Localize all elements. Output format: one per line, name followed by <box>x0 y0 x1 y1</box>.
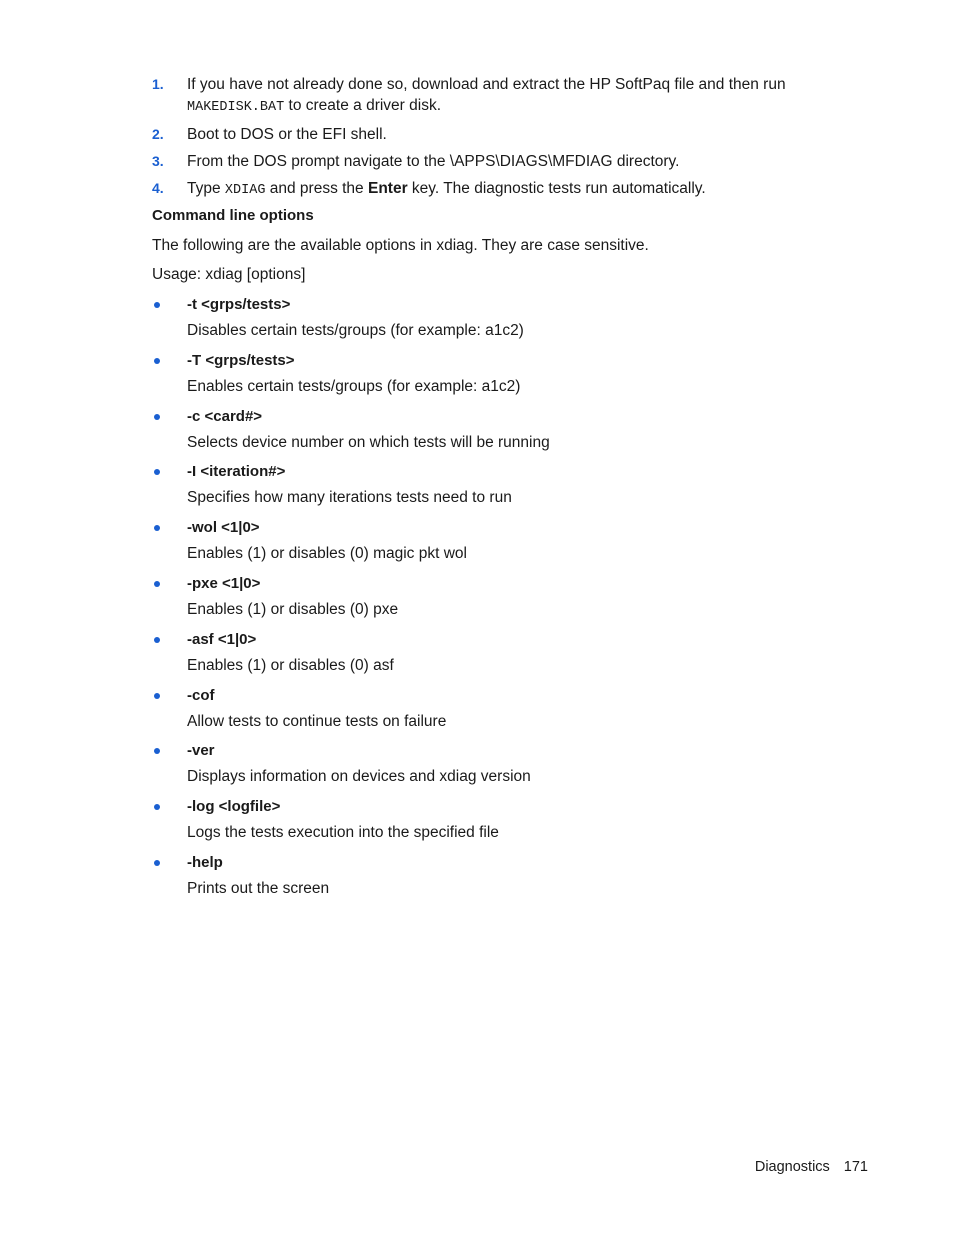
option-description: Enables (1) or disables (0) asf <box>187 656 394 674</box>
step-text: If you have not already done so, download and extract the HP SoftPaq file and then run <box>187 76 786 93</box>
option-description: Prints out the screen <box>187 879 330 897</box>
step-text: key. The diagnostic tests run automatically. <box>407 180 706 197</box>
procedure-steps <box>152 74 832 207</box>
step-number: 4. <box>152 180 164 196</box>
footer-section-title: Diagnostics <box>754 1159 830 1175</box>
options-list <box>152 294 832 908</box>
option-description: Allow tests to continue tests on failure <box>187 712 447 730</box>
bullet-icon <box>154 525 160 531</box>
step-code: XDIAG <box>224 183 266 198</box>
option-description: Enables certain tests/groups (for example: a1c2) <box>187 377 521 395</box>
page-footer <box>755 1157 868 1177</box>
step-4 <box>152 178 832 201</box>
step-text: Boot to DOS or the EFI shell. <box>187 126 387 143</box>
step-text: to create a driver disk. <box>284 97 442 114</box>
page-number: 171 <box>843 1159 868 1175</box>
option-name: -wol <1|0> <box>187 519 260 537</box>
option-name: -asf <1|0> <box>187 630 257 648</box>
option-name: -T <grps/tests> <box>187 351 295 369</box>
option-item <box>152 740 832 796</box>
option-name: -c <card#> <box>187 407 263 425</box>
step-text: Type <box>187 180 225 197</box>
bullet-icon <box>154 414 160 420</box>
bullet-icon <box>154 637 160 643</box>
option-item <box>152 573 832 629</box>
step-number: 1. <box>152 76 164 92</box>
option-description: Enables (1) or disables (0) magic pkt wol <box>187 545 467 563</box>
option-item <box>152 517 832 573</box>
step-text: and press the <box>265 180 368 197</box>
option-name: -pxe <1|0> <box>187 574 261 592</box>
bullet-icon <box>154 302 160 308</box>
section-heading: Command line options <box>152 207 314 224</box>
step-code: MAKEDISK.BAT <box>187 100 285 115</box>
option-name: -help <box>187 853 223 871</box>
option-description: Displays information on devices and xdiag version <box>187 768 531 786</box>
bullet-icon <box>154 748 160 754</box>
option-item <box>152 852 832 908</box>
intro-paragraph: The following are the available options in xdiag. They are case sensitive. <box>152 237 649 254</box>
option-item <box>152 350 832 406</box>
option-description: Disables certain tests/groups (for example: a1c2) <box>187 322 524 339</box>
option-item <box>152 406 832 462</box>
step-3 <box>152 151 832 172</box>
option-description: Logs the tests execution into the specified file <box>187 824 499 842</box>
step-text: From the DOS prompt navigate to the \APPS\DIAGS\MFDIAG directory. <box>187 153 680 170</box>
option-item <box>152 685 832 741</box>
option-item <box>152 629 832 685</box>
option-item <box>152 294 832 350</box>
step-number: 3. <box>152 153 164 169</box>
option-item <box>152 461 832 517</box>
step-2 <box>152 124 832 145</box>
option-name: -t <grps/tests> <box>187 296 291 313</box>
option-description: Selects device number on which tests will be running <box>187 433 550 451</box>
bullet-icon <box>154 693 160 699</box>
step-number: 2. <box>152 126 164 142</box>
bullet-icon <box>154 581 160 587</box>
option-description: Specifies how many iterations tests need to run <box>187 489 512 507</box>
option-name: -log <logfile> <box>187 798 281 816</box>
bullet-icon <box>154 804 160 810</box>
option-name: -I <iteration#> <box>187 463 286 481</box>
bullet-icon <box>154 358 160 364</box>
bullet-icon <box>154 860 160 866</box>
usage-line: Usage: xdiag [options] <box>152 266 306 283</box>
step-1 <box>152 74 832 118</box>
option-name: -ver <box>187 742 215 760</box>
bullet-icon <box>154 469 160 475</box>
option-name: -cof <box>187 686 215 704</box>
option-description: Enables (1) or disables (0) pxe <box>187 600 399 618</box>
key-name: Enter <box>367 180 408 197</box>
option-item <box>152 796 832 852</box>
